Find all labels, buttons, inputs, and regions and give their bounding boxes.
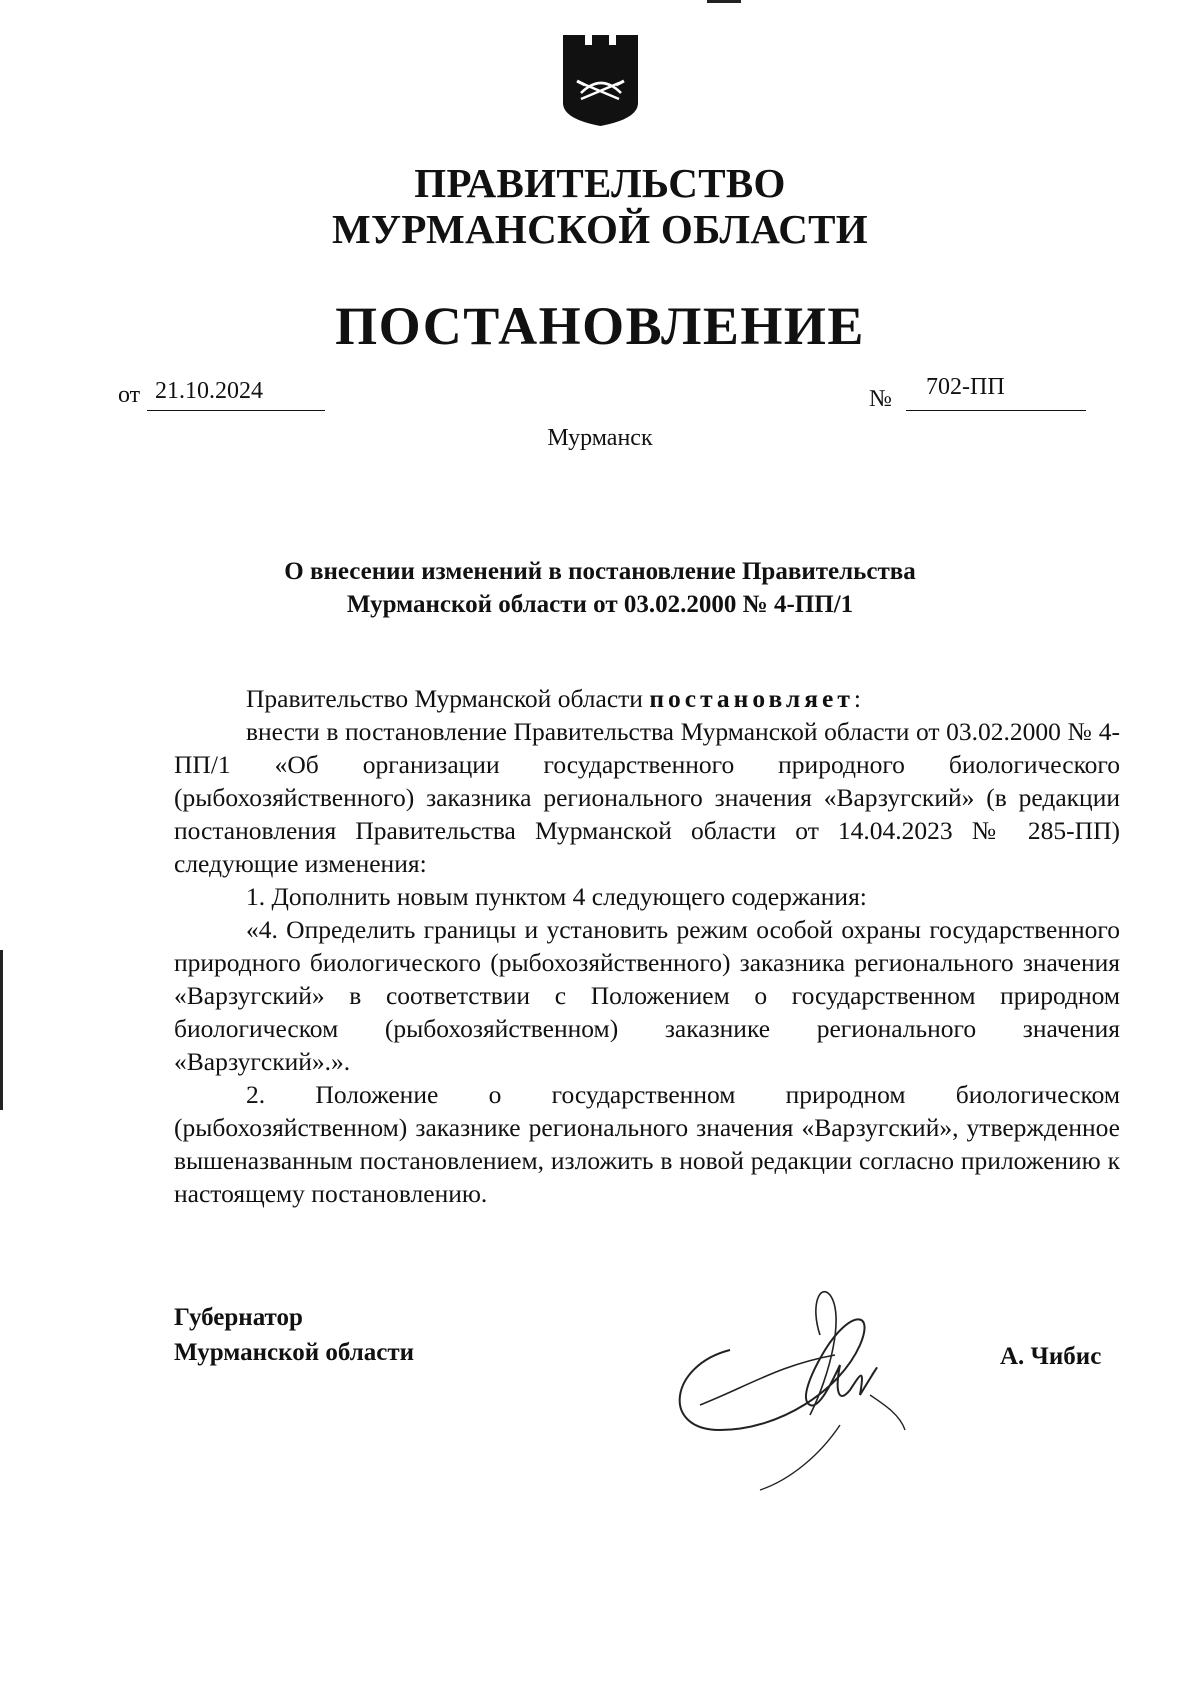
document-type: ПОСТАНОВЛЕНИЕ bbox=[335, 296, 865, 356]
document-date: 21.10.2024 bbox=[147, 378, 325, 411]
scan-artifact-top bbox=[707, 0, 741, 3]
organization-title bbox=[0, 160, 1200, 252]
item-1: 1. Дополнить новым пунктом 4 следующего содержания: bbox=[246, 882, 867, 911]
number-prefix: № bbox=[869, 386, 892, 412]
signer-position-line2: Мурманской области bbox=[174, 1339, 415, 1366]
document-city: Мурманск bbox=[547, 425, 653, 451]
item-2: 2. Положение о государственном природном биологическом (рыбохозяйственном) заказнике регионального значения «Варзугский», утвержденное вышеназванным постановлением, изложить в новой редакции согласно приложению к настоящему постановлению. bbox=[174, 1080, 1120, 1208]
subject-line2: Мурманской области от 03.02.2000 № 4-ПП/1 bbox=[346, 591, 854, 618]
coat-of-arms-icon bbox=[561, 33, 640, 128]
paragraph-main: внести в постановление Правительства Мурманской области от 03.02.2000 № 4-ПП/1 «Об организации государственного природного биологического (рыбохозяйственного) заказника регионального значения «Варзугский» (в редакции постановления Правительства Мурманской области от 14.04.2023 № 285-ПП) следующие изменения: bbox=[174, 717, 1120, 878]
document-subject bbox=[0, 555, 1200, 621]
signer-name: А. Чибис bbox=[1000, 1343, 1102, 1370]
handwritten-signature bbox=[660, 1255, 920, 1495]
intro-paragraph bbox=[174, 682, 1120, 715]
intro-text: Правительство Мурманской области bbox=[246, 684, 650, 713]
org-title-line1: ПРАВИТЕЛЬСТВО bbox=[414, 160, 786, 206]
intro-decree: постановляет bbox=[649, 684, 854, 713]
scan-artifact-edge bbox=[0, 950, 3, 1110]
item-1-quote: «4. Определить границы и установить режим особой охраны государственного природного биологического (рыбохозяйственного) заказника регионального значения «Варзугский» в соответствии с Положением о государственном природном биологическом (рыбохозяйственном) заказнике регионального значения «Варзугский».». bbox=[174, 915, 1120, 1076]
intro-colon: : bbox=[853, 684, 861, 713]
document-body bbox=[174, 682, 1120, 1210]
signer-position-line1: Губернатор bbox=[174, 1304, 303, 1331]
document-number: 702-ПП bbox=[906, 374, 1086, 411]
date-prefix: от bbox=[118, 382, 141, 408]
signer-position bbox=[174, 1300, 414, 1370]
org-title-line2: МУРМАНСКОЙ ОБЛАСТИ bbox=[332, 206, 868, 252]
subject-line1: О внесении изменений в постановление Правительства bbox=[284, 558, 916, 585]
